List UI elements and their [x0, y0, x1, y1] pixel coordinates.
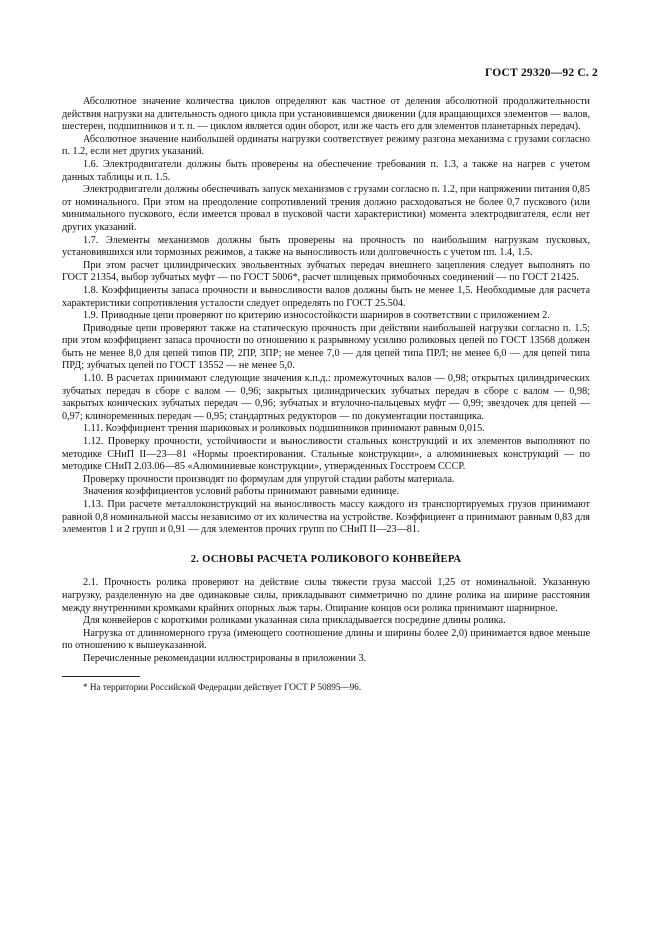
section-title: 2. ОСНОВЫ РАСЧЕТА РОЛИКОВОГО КОНВЕЙЕРА — [190, 553, 462, 565]
paragraph: Проверку прочности производят по формулам для упругой стадии работы материала. — [83, 473, 455, 485]
page-header: ГОСТ 29320—92 С. 2 — [485, 67, 598, 79]
footnote: * На территории Российской Федерации действует ГОСТ Р 50895—96. — [83, 681, 362, 692]
section-2-body — [62, 577, 590, 665]
paragraph: 1.12. Проверку прочности, устойчивости и выносливости стальных конструкций и их элементов выполняют по методике СНиП II—23—81 «Нормы проектирования. Стальные конструкции», а алюминиевых конструкций — по методике СНиП 2.03.06—85 «Алюминиевые конструкции», утвержденных Госстроем СССР. — [62, 436, 590, 473]
paragraph: Перечисленные рекомендации иллюстрированы в приложении 3. — [83, 652, 367, 664]
paragraph: 1.10. В расчетах принимают следующие значения к.п.д.: промежуточных валов — 0,98; открытых цилиндрических зубчатых передач в сборе с валом — 0,96; закрытых цилиндрических зубчатых передач в сборе с валом — 0,98; закрытых конических зубчатых передач — 0,96; зубчатых и втулочно-пальцевых муфт — 0,99; звездочек для цепей — 0,97; клиноременных передач — 0,95; стандартных редукторов — по документации поставщика. — [62, 373, 590, 422]
paragraph: Нагрузка от длинномерного груза (имеющего соотношение длины и ширины более 2,0) принимается вдвое меньше по отношению к вышеуказанной. — [62, 627, 590, 652]
paragraph: Абсолютное значение наибольшей ординаты нагрузки соответствует режиму разгона механизма с грузами согласно п. 1.2, если нет других указаний. — [62, 133, 590, 158]
paragraph: 1.11. Коэффициент трения шариковых и роликовых подшипников принимают равным 0,015. — [83, 423, 485, 435]
page-content — [62, 96, 590, 693]
paragraph: Для конвейеров с короткими роликами указанная сила прикладывается посредине длины ролика. — [83, 615, 506, 627]
paragraph: 1.9. Приводные цепи проверяют по критерию износостойкости шарниров в соответствии с приложением 2. — [83, 310, 550, 322]
paragraph: Абсолютное значение количества циклов определяют как частное от деления абсолютной продолжительности действия нагрузки на длительность одного цикла при установившемся движении (для вращающихся элементов — валов, шестерен, подшипников и т. п. — циклом является один оборот, или же часть его для элементов планетарных передач). — [62, 96, 590, 133]
paragraph: 1.13. При расчете металлоконструкций на выносливость массу каждого из транспортируемых грузов принимают равной 0,8 номинальной массы независимо от их количества на устройстве. Коэффициент α принимают равным 0,83 для элементов 1 и 2 групп и 0,91 — для элементов прочих групп по СНиП II—23—81. — [62, 499, 590, 536]
paragraph: Приводные цепи проверяют также на статическую прочность при действии наибольшей нагрузки согласно п. 1.5; при этом коэффициент запаса прочности по отношению к разрывному усилию роликовых цепей по ГОСТ 13568 должен быть не менее 8,0 для цепей типов ПР, 2ПР, 3ПР; не менее 7,0 — для цепей типа ПРЛ; не менее 6,0 — для цепей типа ПРД; зубчатых цепей по ГОСТ 13552 — не менее 5,0. — [62, 322, 590, 372]
footnote-divider — [62, 676, 140, 677]
paragraph: 2.1. Прочность ролика проверяют на действие силы тяжести груза массой 1,25 от номинальной. Указанную нагрузку, разделенную на две одинаковые силы, прикладывают симметрично по длине ролика на ширине расстояния между внутренними кромками крайних опорных лыж тары. Опирание концов оси ролика принимают шарнирное. — [62, 577, 590, 614]
section-1-body — [62, 96, 590, 537]
paragraph: 1.6. Электродвигатели должны быть проверены на обеспечение требования п. 1.3, а также на нагрев с учетом данных таблицы и п. 1.5. — [62, 158, 590, 183]
paragraph: Электродвигатели должны обеспечивать запуск механизмов с грузами согласно п. 1.2, при напряжении питания 0,85 от номинального. При этом на преодоление сопротивлений трения должно расходоваться не более 0,7 пускового (или минимального пускового, если имеется провал в пусковой части характеристики) момента электродвигателя, если нет других указаний. — [62, 184, 590, 233]
paragraph: 1.7. Элементы механизмов должны быть проверены на прочность по наибольшим нагрузкам пусковых, установившихся или тормозных режимов, а также на выносливость или долговечность с учетом пп. 1.4, 1.5. — [62, 234, 590, 259]
paragraph: Значения коэффициентов условий работы принимают равными единице. — [83, 486, 400, 498]
paragraph: При этом расчет цилиндрических эвольвентных зубчатых передач внешнего зацепления следует выполнять по ГОСТ 21354, выбор зубчатых муфт — по ГОСТ 5006*, расчет шлицевых прямобочных соединений — по ГОСТ 21425. — [62, 259, 590, 284]
paragraph: 1.8. Коэффициенты запаса прочности и выносливости валов должны быть не менее 1,5. Необходимые для расчета характеристики сопротивления усталости следует определять по ГОСТ 25.504. — [62, 284, 590, 309]
